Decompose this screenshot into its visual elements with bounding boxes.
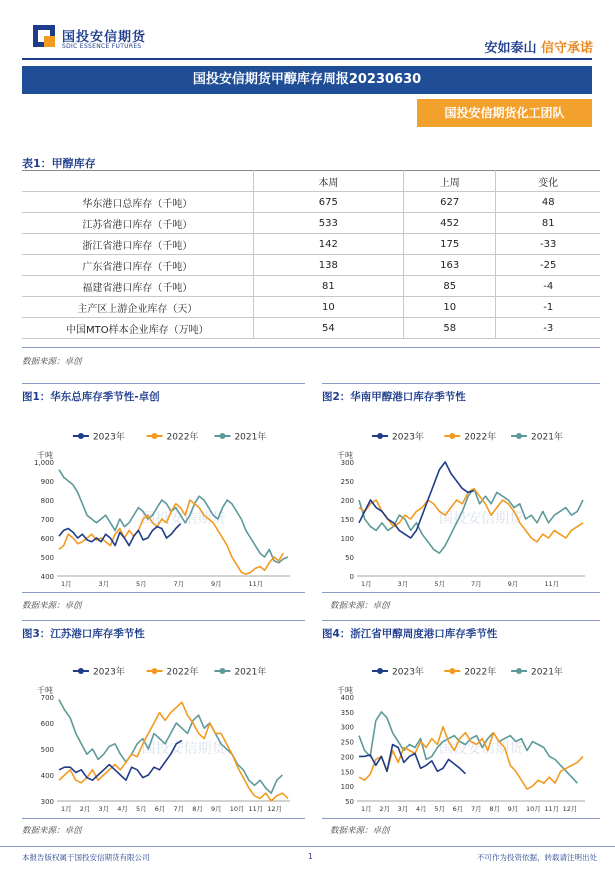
legend-label: 2023年 — [392, 432, 424, 443]
logo-text: 国投安信期货 — [62, 30, 147, 45]
figure-divider — [322, 383, 600, 384]
y-tick-label: 200 — [340, 497, 354, 505]
legend-marker — [78, 668, 84, 674]
y-tick-label: 0 — [349, 573, 354, 581]
table-cell: 华东港口总库存（千吨） — [22, 192, 253, 213]
legend-marker — [152, 668, 158, 674]
x-tick-label: 4月 — [117, 805, 128, 813]
y-tick-label: 500 — [40, 746, 54, 754]
x-tick-label: 7月 — [471, 805, 482, 813]
legend-label: 2022年 — [464, 432, 497, 443]
logo-icon — [33, 25, 55, 47]
table-cell: -3 — [496, 318, 600, 339]
y-axis-title: 千吨 — [37, 686, 53, 695]
table-cell: 175 — [403, 234, 495, 255]
x-tick-label: 2月 — [79, 805, 91, 813]
watermark-text: 国投安信期货 — [141, 511, 226, 527]
table-cell: 10 — [253, 297, 403, 318]
x-tick-label: 1月 — [361, 805, 372, 813]
x-tick-label: 9月 — [507, 805, 519, 813]
inventory-table — [22, 170, 600, 339]
figure-2-chart — [322, 420, 600, 590]
figure-divider — [22, 620, 305, 621]
x-tick-label: 1月 — [361, 580, 372, 588]
table-cell: 主产区上游企业库存（天） — [22, 297, 253, 318]
x-tick-label: 5月 — [434, 580, 445, 588]
y-tick-label: 500 — [40, 554, 54, 562]
legend-marker — [219, 668, 225, 674]
legend-label: 2022年 — [464, 667, 497, 678]
table-cell: -25 — [496, 255, 600, 276]
x-tick-label: 3月 — [98, 805, 110, 813]
y-tick-label: 300 — [340, 723, 354, 732]
table-row — [22, 255, 600, 276]
x-tick-label: 3月 — [397, 580, 409, 588]
legend-marker — [377, 668, 383, 674]
legend-label: 2023年 — [92, 432, 125, 443]
figure-divider — [322, 592, 600, 593]
x-tick-label: 2月 — [379, 805, 390, 813]
x-tick-label: 11月 — [544, 805, 560, 813]
team-badge: 国投安信期货化工团队 — [417, 99, 592, 127]
watermark-text: 国投安信期货 — [439, 741, 523, 757]
legend-marker — [449, 433, 455, 439]
x-tick-label: 7月 — [173, 805, 185, 813]
table-row — [22, 318, 600, 339]
figure-3-chart — [22, 655, 305, 815]
y-axis-title: 千吨 — [337, 686, 353, 695]
legend-label: 2021年 — [234, 667, 267, 678]
x-tick-label: 5月 — [434, 805, 445, 813]
x-tick-label: 12月 — [267, 805, 283, 813]
table-cell: 浙江省港口库存（千吨） — [22, 234, 253, 255]
x-tick-label: 8月 — [192, 805, 203, 813]
table-cell: 江苏省港口库存（千吨） — [22, 213, 253, 234]
x-tick-label: 1月 — [61, 580, 72, 588]
legend-label: 2022年 — [166, 667, 199, 678]
y-tick-label: 400 — [40, 573, 54, 581]
y-tick-label: 900 — [40, 478, 54, 486]
series-line — [359, 727, 583, 789]
table-row — [22, 234, 600, 255]
table-cell: 81 — [253, 276, 403, 297]
table-cell: -4 — [496, 276, 600, 297]
table-row — [22, 276, 600, 297]
y-tick-label: 100 — [340, 535, 354, 543]
table-cell: 福建省港口库存（千吨） — [22, 276, 253, 297]
footer-copyright: 本报告版权属于国投安信期货有限公司 — [22, 853, 150, 862]
legend-marker — [516, 668, 522, 674]
table-cell: 163 — [403, 255, 495, 276]
x-tick-label: 11月 — [248, 580, 264, 588]
figure-divider — [322, 620, 600, 621]
table-header-cell: 上周 — [403, 171, 495, 192]
table-source: 数据来源：卓创 — [22, 357, 82, 367]
x-tick-label: 12月 — [562, 805, 578, 813]
y-tick-label: 250 — [340, 478, 354, 486]
figure-2-source: 数据来源：卓创 — [330, 601, 390, 611]
x-tick-label: 9月 — [211, 805, 222, 813]
table-cell: 85 — [403, 276, 495, 297]
y-tick-label: 400 — [340, 694, 354, 702]
figure-1-chart — [22, 420, 305, 590]
table-cell: 533 — [253, 213, 403, 234]
table-cell: -1 — [496, 297, 600, 318]
figure-divider — [22, 383, 305, 384]
figure-2-title: 图2：华南甲醇港口库存季节性 — [322, 391, 466, 403]
x-tick-label: 11月 — [248, 805, 264, 813]
table-divider — [22, 347, 600, 348]
table-header-cell: 变化 — [496, 171, 600, 192]
report-title: 国投安信期货甲醇库存周报20230630 — [22, 66, 592, 94]
logo-subtext: SDIC ESSENCE FUTURES — [62, 43, 142, 50]
table-row — [22, 213, 600, 234]
legend-label: 2021年 — [531, 432, 563, 443]
table-row — [22, 192, 600, 213]
y-tick-label: 700 — [40, 694, 54, 702]
table-cell: 58 — [403, 318, 495, 339]
table-row — [22, 297, 600, 318]
y-tick-label: 200 — [340, 753, 354, 762]
x-tick-label: 10月 — [229, 805, 245, 813]
table-cell: 48 — [496, 192, 600, 213]
x-tick-label: 7月 — [173, 580, 185, 588]
footer-disclaimer: 不可作为投资依据，转载请注明出处 — [477, 853, 597, 862]
y-tick-label: 300 — [40, 798, 54, 806]
legend-label: 2021年 — [234, 432, 267, 443]
y-axis-title: 千吨 — [337, 451, 353, 460]
figure-divider — [322, 818, 600, 819]
figure-3-title: 图3：江苏港口库存季节性 — [22, 628, 145, 640]
table-cell: 138 — [253, 255, 403, 276]
figure-4-chart — [322, 655, 600, 815]
table-cell: 54 — [253, 318, 403, 339]
figure-4-source: 数据来源：卓创 — [330, 826, 390, 836]
header-divider — [22, 58, 592, 60]
page-number: 1 — [308, 852, 313, 861]
x-tick-label: 3月 — [397, 805, 409, 813]
x-tick-label: 9月 — [507, 580, 519, 588]
x-tick-label: 5月 — [136, 580, 147, 588]
legend-marker — [219, 433, 225, 439]
legend-marker — [516, 433, 522, 439]
table-title: 表1：甲醇库存 — [22, 157, 96, 170]
y-tick-label: 1,000 — [33, 459, 54, 467]
figure-divider — [22, 592, 305, 593]
watermark-text: 国投安信期货 — [439, 511, 523, 527]
x-tick-label: 3月 — [98, 580, 110, 588]
legend-marker — [377, 433, 383, 439]
legend-marker — [152, 433, 158, 439]
table-header-cell: 本周 — [253, 171, 403, 192]
table-header-cell — [22, 171, 253, 192]
x-tick-label: 6月 — [154, 805, 166, 813]
table-cell: -33 — [496, 234, 600, 255]
x-tick-label: 11月 — [544, 580, 560, 588]
y-tick-label: 350 — [340, 708, 354, 717]
figure-3-source: 数据来源：卓创 — [22, 826, 82, 836]
slogan-part-b: 信守承诺 — [540, 41, 593, 56]
legend-label: 2023年 — [392, 667, 424, 678]
legend-label: 2021年 — [531, 667, 563, 678]
figure-divider — [22, 818, 305, 819]
table-cell: 452 — [403, 213, 495, 234]
x-tick-label: 9月 — [211, 580, 222, 588]
x-tick-label: 1月 — [61, 805, 72, 813]
table-cell: 142 — [253, 234, 403, 255]
figure-1-title: 图1：华东总库存季节性-卓创 — [22, 391, 160, 403]
x-tick-label: 10月 — [526, 805, 541, 813]
x-tick-label: 6月 — [452, 805, 464, 813]
table-cell: 81 — [496, 213, 600, 234]
y-tick-label: 400 — [40, 772, 54, 780]
footer-divider — [0, 846, 615, 847]
y-tick-label: 50 — [345, 554, 354, 562]
y-tick-label: 700 — [40, 516, 54, 524]
x-tick-label: 4月 — [416, 805, 427, 813]
legend-marker — [449, 668, 455, 674]
slogan — [484, 37, 593, 56]
slogan-part-a: 安如泰山 — [484, 41, 537, 56]
y-tick-label: 600 — [40, 720, 54, 728]
figure-1-source: 数据来源：卓创 — [22, 601, 82, 611]
legend-marker — [78, 433, 84, 439]
table-cell: 10 — [403, 297, 495, 318]
table-cell: 675 — [253, 192, 403, 213]
x-tick-label: 5月 — [136, 805, 147, 813]
y-axis-title: 千吨 — [37, 451, 53, 460]
legend-label: 2023年 — [92, 667, 125, 678]
y-tick-label: 600 — [40, 535, 54, 543]
x-tick-label: 8月 — [489, 805, 500, 813]
table-cell: 627 — [403, 192, 495, 213]
y-tick-label: 300 — [340, 459, 354, 467]
watermark-text: 国投安信期货 — [141, 741, 226, 757]
y-tick-label: 150 — [340, 516, 354, 524]
y-tick-label: 250 — [340, 738, 354, 747]
legend-label: 2022年 — [166, 432, 199, 443]
table-cell: 中国MTO样本企业库存（万吨） — [22, 318, 253, 339]
x-tick-label: 7月 — [471, 580, 482, 588]
y-tick-label: 800 — [40, 497, 54, 505]
y-tick-label: 100 — [340, 783, 354, 792]
y-tick-label: 150 — [340, 768, 354, 777]
table-cell: 广东省港口库存（千吨） — [22, 255, 253, 276]
figure-4-title: 图4：浙江省甲醇周度港口库存季节性 — [322, 628, 498, 640]
table-header-row — [22, 171, 600, 192]
y-tick-label: 50 — [345, 798, 354, 806]
